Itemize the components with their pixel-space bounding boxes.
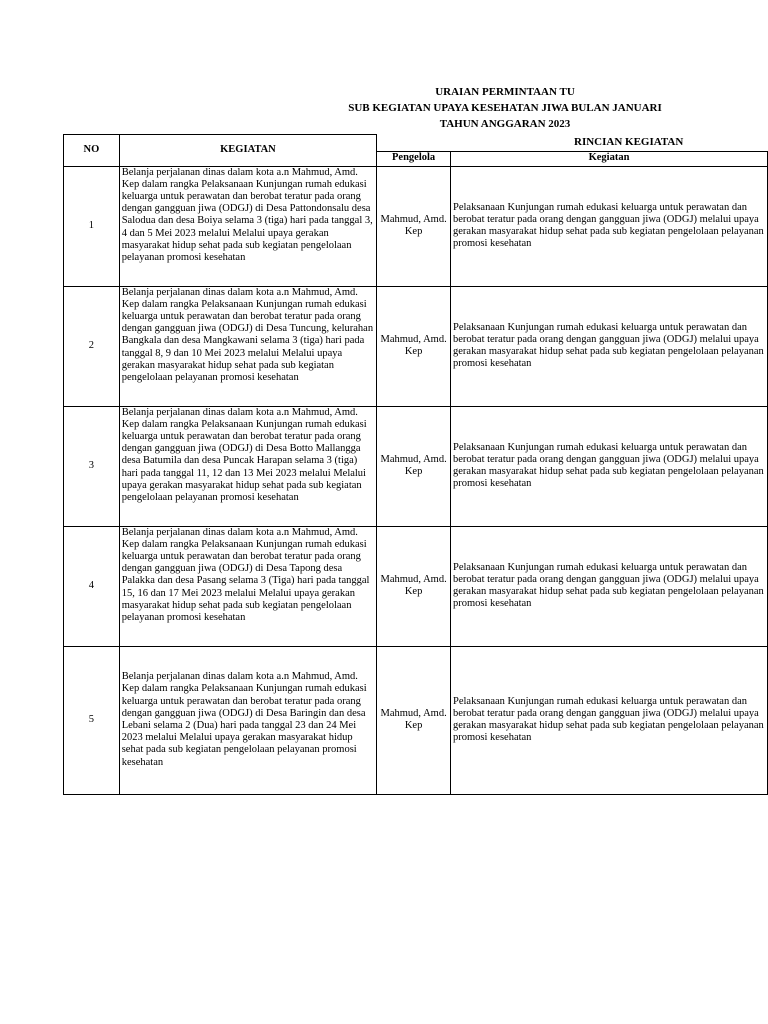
activity-table xyxy=(63,134,768,795)
row-number: 5 xyxy=(64,646,120,794)
header-pengelola: Pengelola xyxy=(377,151,451,166)
row-rincian-kegiatan: Pelaksanaan Kunjungan rumah edukasi keluarga untuk perawatan dan berobat teratur pada orang dengan gangguan jiwa (ODGJ) melalui upaya gerakan masyarakat hidup sehat pada sub kegiatan pengelolaan pelayanan promosi kesehatan xyxy=(451,406,768,526)
row-rincian-kegiatan: Pelaksanaan Kunjungan rumah edukasi keluarga untuk perawatan dan berobat teratur pada orang dengan gangguan jiwa (ODGJ) melalui upaya gerakan masyarakat hidup sehat pada sub kegiatan pengelolaan pelayanan promosi kesehatan xyxy=(451,286,768,406)
header-kegiatan-rincian: Kegiatan xyxy=(451,151,768,166)
table-header-row xyxy=(64,135,768,152)
row-pengelola: Mahmud, Amd. Kep xyxy=(377,646,451,794)
row-pengelola: Mahmud, Amd. Kep xyxy=(377,166,451,286)
row-number: 1 xyxy=(64,166,120,286)
title-line-1: URAIAN PERMINTAAN TU xyxy=(435,86,575,98)
header-no: NO xyxy=(64,135,120,167)
header-kegiatan: KEGIATAN xyxy=(119,135,376,167)
row-kegiatan: Belanja perjalanan dinas dalam kota a.n Mahmud, Amd. Kep dalam rangka Pelaksanaan Kunjungan rumah edukasi keluarga untuk perawatan dan berobat teratur pada orang dengan gangguan jiwa (ODGJ) di Desa Baringin dan desa Lebani selama 2 (Dua) hari pada tanggal 23 dan 24 Mei 2023 melalui Melalui upaya gerakan masyarakat hidup sehat pada sub kegiatan pengelolaan pelayanan promosi kesehatan xyxy=(119,646,376,794)
table-row xyxy=(64,526,768,646)
row-number: 3 xyxy=(64,406,120,526)
row-pengelola: Mahmud, Amd. Kep xyxy=(377,286,451,406)
rincian-kegiatan-heading: RINCIAN KEGIATAN xyxy=(574,136,684,148)
header-rincian-span xyxy=(377,135,768,152)
row-rincian-kegiatan: Pelaksanaan Kunjungan rumah edukasi keluarga untuk perawatan dan berobat teratur pada orang dengan gangguan jiwa (ODGJ) melalui upaya gerakan masyarakat hidup sehat pada sub kegiatan pengelolaan pelayanan promosi kesehatan xyxy=(451,646,768,794)
table-row xyxy=(64,286,768,406)
table-row xyxy=(64,166,768,286)
row-pengelola: Mahmud, Amd. Kep xyxy=(377,406,451,526)
row-number: 4 xyxy=(64,526,120,646)
row-kegiatan: Belanja perjalanan dinas dalam kota a.n Mahmud, Amd. Kep dalam rangka Pelaksanaan Kunjungan rumah edukasi keluarga untuk perawatan dan berobat teratur pada orang dengan gangguan jiwa (ODGJ) di Desa Tuncung, kelurahan Bangkala dan desa Mangkawani selama 3 (tiga) hari pada tanggal 8, 9 dan 10 Mei 2023 melalui Melalui upaya gerakan masyarakat hidup sehat pada sub kegiatan pengelolaan pelayanan promosi kesehatan xyxy=(119,286,376,406)
row-rincian-kegiatan: Pelaksanaan Kunjungan rumah edukasi keluarga untuk perawatan dan berobat teratur pada orang dengan gangguan jiwa (ODGJ) melalui upaya gerakan masyarakat hidup sehat pada sub kegiatan pengelolaan pelayanan promosi kesehatan xyxy=(451,166,768,286)
row-rincian-kegiatan: Pelaksanaan Kunjungan rumah edukasi keluarga untuk perawatan dan berobat teratur pada orang dengan gangguan jiwa (ODGJ) melalui upaya gerakan masyarakat hidup sehat pada sub kegiatan pengelolaan pelayanan promosi kesehatan xyxy=(451,526,768,646)
title-line-3: TAHUN ANGGARAN 2023 xyxy=(439,118,571,130)
row-pengelola: Mahmud, Amd. Kep xyxy=(377,526,451,646)
title-line-2: SUB KEGIATAN UPAYA KESEHATAN JIWA BULAN JANUARI xyxy=(348,102,662,114)
table-row xyxy=(64,406,768,526)
document-title xyxy=(300,84,710,132)
row-kegiatan: Belanja perjalanan dinas dalam kota a.n Mahmud, Amd. Kep dalam rangka Pelaksanaan Kunjungan rumah edukasi keluarga untuk perawatan dan berobat teratur pada orang dengan gangguan jiwa (ODGJ) di Desa Tapong desa Palakka dan desa Pasang selama 3 (Tiga) hari pada tanggal 15, 16 dan 17 Mei 2023 melalui Melalui upaya gerakan masyarakat hidup sehat pada sub kegiatan pengelolaan pelayanan promosi kesehatan xyxy=(119,526,376,646)
table-row xyxy=(64,646,768,794)
row-number: 2 xyxy=(64,286,120,406)
row-kegiatan: Belanja perjalanan dinas dalam kota a.n Mahmud, Amd. Kep dalam rangka Pelaksanaan Kunjungan rumah edukasi keluarga untuk perawatan dan berobat teratur pada orang dengan gangguan jiwa (ODGJ) di Desa Botto Mallangga desa Batumila dan desa Puncak Harapan selama 3 (tiga) hari pada tanggal 11, 12 dan 13 Mei 2023 melalui Melalui upaya gerakan masyarakat hidup sehat pada sub kegiatan pengelolaan pelayanan promosi kesehatan xyxy=(119,406,376,526)
row-kegiatan: Belanja perjalanan dinas dalam kota a.n Mahmud, Amd. Kep dalam rangka Pelaksanaan Kunjungan rumah edukasi keluarga untuk perawatan dan berobat teratur pada orang dengan gangguan jiwa (ODGJ) di Desa Pattondonsalu desa Salodua dan desa Boiya selama 3 (tiga) hari pada tanggal 3, 4 dan 5 Mei 2023 melalui Melalui upaya gerakan masyarakat hidup sehat pada sub kegiatan pengelolaan pelayanan promosi kesehatan xyxy=(119,166,376,286)
